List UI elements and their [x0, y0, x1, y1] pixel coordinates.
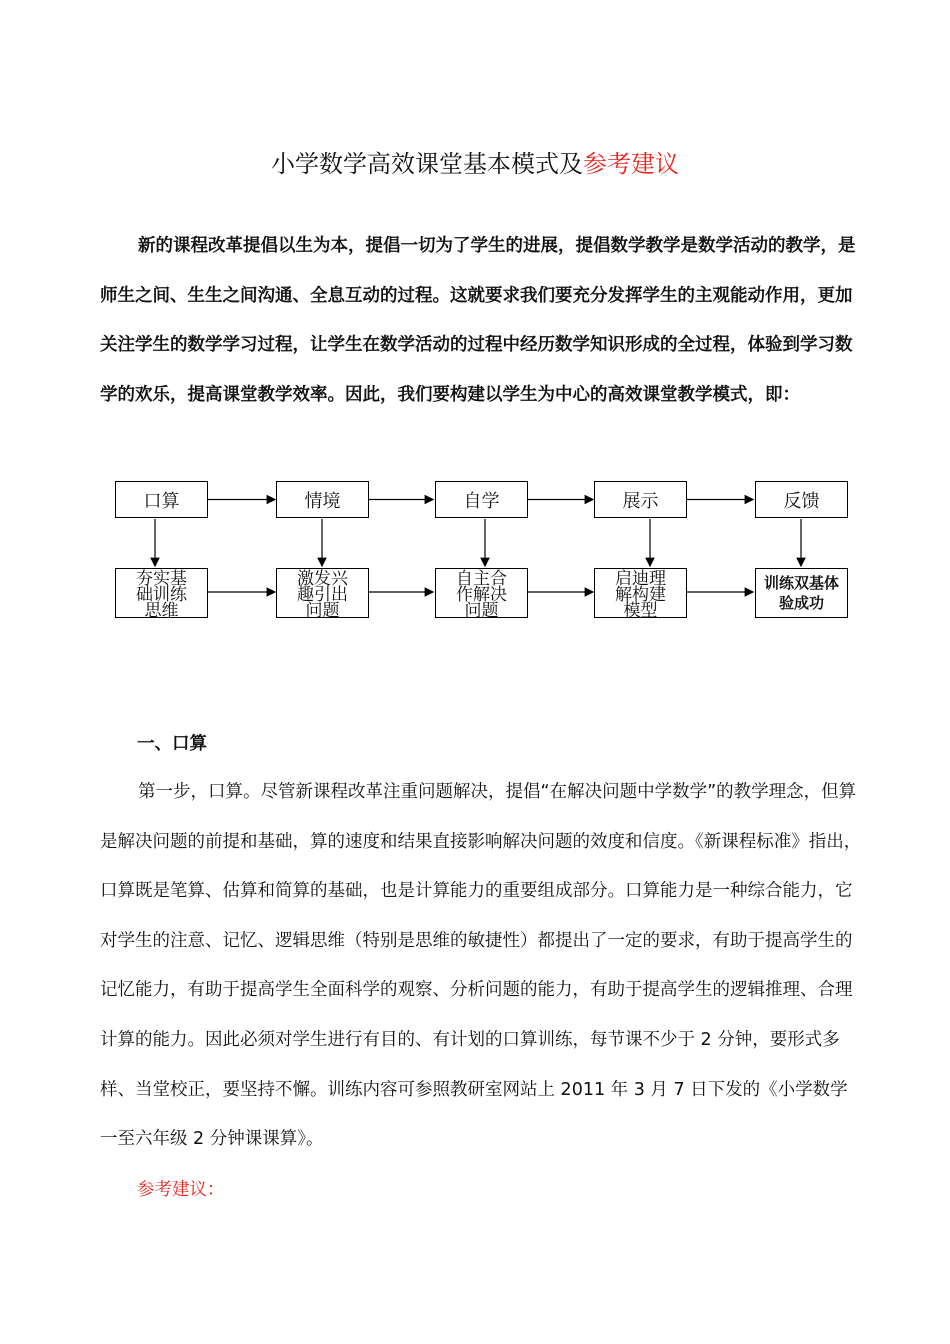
step-box: 情境 [276, 481, 369, 518]
goal-box: 夯实基础训练思维 [115, 568, 208, 618]
step-box: 自学 [435, 481, 528, 518]
goal-box: 激发兴趣引出问题 [276, 568, 369, 618]
page-title [0, 144, 950, 179]
suggestion-label: 参考建议： [137, 1180, 225, 1200]
goal-box: 自主合作解决问题 [435, 568, 528, 618]
goal-box: 训练双基体验成功 [755, 568, 848, 618]
intro-text: 新的课程改革提倡以生为本，提倡一切为了学生的进展，提倡数学教学是数学活动的教学，是师生之间、生生之间沟通、全息互动的过程。这就要求我们要充分发挥学生的主观能动作用，更加关注学生的数学学习过程，让学生在数学活动的过程中经历数学知识形成的全过程，体验到学习数学的欢乐，提高课堂教学效率。因此，我们要构建以学生为中心的高效课堂教学模式，即： [100, 236, 856, 405]
title-highlight: 参考建议 [583, 150, 679, 179]
title-main: 小学数学高效课堂基本模式及 [271, 150, 583, 179]
step-box: 口算 [115, 481, 208, 518]
section-heading: 一、口算 [137, 734, 207, 754]
goal-box: 启迪理解构建模型 [594, 568, 687, 618]
intro-paragraph [100, 222, 860, 420]
section-body [100, 768, 862, 1165]
teaching-flowchart [0, 470, 950, 670]
step-box: 展示 [594, 481, 687, 518]
step-box: 反馈 [755, 481, 848, 518]
section-body-text: 第一步，口算。尽管新课程改革注重问题解决，提倡“在解决问题中学数学”的教学理念，但算是解决问题的前提和基础，算的速度和结果直接影响解决问题的效度和信度。《新课程标准》指出，口算既是笔算、估算和简算的基础，也是计算能力的重要组成部分。口算能力是一种综合能力，它对学生的注意、记忆、逻辑思维（特别是思维的敏捷性）都提出了一定的要求，有助于提高学生的记忆能力，有助于提高学生全面科学的观察、分析问题的能力，有助于提高学生的逻辑推理、合理计算的能力。因此必须对学生进行有目的、有计划的口算训练，每节课不少于 2 分钟，要形式多样、当堂校正，要坚持不懈。训练内容可参照教研室网站上 2011 年 3 月 7 日下发的《小学数学一至六年级 2 分钟课课算》。 [100, 782, 862, 1150]
